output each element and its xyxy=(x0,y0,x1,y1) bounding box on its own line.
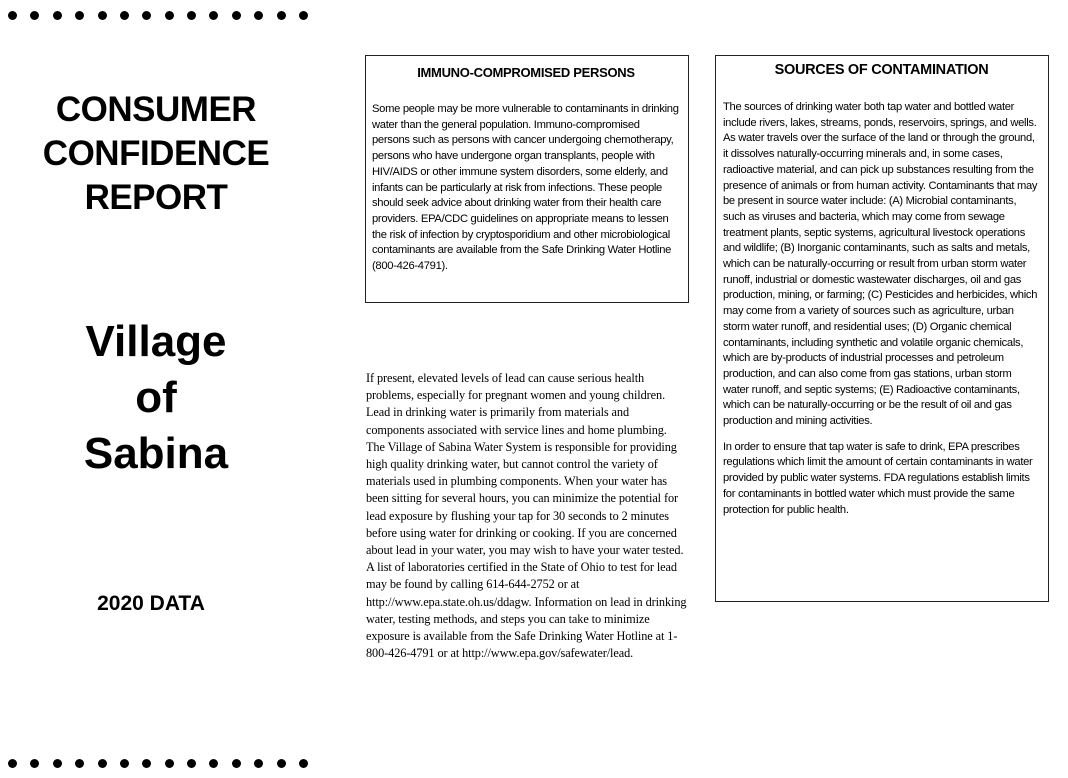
border-dot xyxy=(165,759,174,768)
border-dot xyxy=(209,759,218,768)
sources-paragraph: The sources of drinking water both tap water and bottled water include rivers, lakes, streams, ponds, reservoirs, springs, and wells. As water travels over the surface of the land or through the ground, it dissolves naturally-occurring minerals and, in some cases, radioactive material, and can pick up substances resulting from the presence of animals or from human activity. Contaminants that may be present in source water include: (A) Microbial contaminants, such as viruses and bacteria, which may come from sewage treatment plants, septic systems, agricultural livestock operations and wildlife; (B) Inorganic contaminants, such as salts and metals, which can be naturally-occurring or result from urban storm water runoff, industrial or domestic wastewater discharges, oil and gas production, mining, or farming; (C) Pesticides and herbicides, which may come from a variety of sources such as agriculture, urban storm water runoff, and residential uses; (D) Organic chemical contaminants, including synthetic and volatile organic chemicals, which are by-products of industrial processes and petroleum production, and can also come from gas stations, urban storm water runoff, and septic systems; (E) Radioactive contaminants, which can be naturally-occurring or be the result of oil and gas production and mining activities. xyxy=(723,101,1038,428)
title-line: CONSUMER xyxy=(55,90,257,129)
title-line: REPORT xyxy=(84,178,228,217)
village-line: of xyxy=(135,373,177,422)
village-line: Sabina xyxy=(83,429,229,478)
report-title xyxy=(0,88,312,220)
sources-paragraph: In order to ensure that tap water is safe to drink, EPA prescribes regulations which limit the amount of certain contaminants in water provided by public water systems. FDA regulations establish limits for contaminants in bottled water which must provide the same protection for public health. xyxy=(723,440,1033,516)
immuno-heading: IMMUNO-COMPROMISED PERSONS xyxy=(417,65,635,80)
border-dot xyxy=(120,759,129,768)
sources-heading: SOURCES OF CONTAMINATION xyxy=(774,62,989,78)
border-dot xyxy=(254,759,263,768)
data-year: 2020 DATA xyxy=(97,592,205,615)
village-line: Village xyxy=(85,317,227,366)
border-dot xyxy=(98,759,107,768)
immuno-body: Some people may be more vulnerable to contaminants in drinking water than the general population. Immuno-compromised persons such as persons with cancer undergoing chemotherapy, persons who have undergone organ transplants, people with HIV/AIDS or other immune system disorders, some elderly, and infants can be particularly at risk from infections. These people should seek advice about drinking water from their health care providers. EPA/CDC guidelines on appropriate means to lessen the risk of infection by cryptosporidium and other microbiological contaminants are available from the Safe Drinking Water Hotline (800-426-4791). xyxy=(372,103,679,273)
border-dot xyxy=(53,759,62,768)
village-name xyxy=(0,314,312,482)
border-dot xyxy=(75,759,84,768)
lead-paragraph: If present, elevated levels of lead can cause serious health problems, especially for pregnant women and young children. Lead in drinking water is primarily from materials and components associated with service lines and home plumbing. The Village of Sabina Water System is responsible for providing high quality drinking water, but cannot control the variety of materials used in plumbing components. When your water has been sitting for several hours, you can minimize the potential for lead exposure by flushing your tap for 30 seconds to 2 minutes before using water for drinking or cooking. If you are concerned about lead in your water, you may wish to have your water tested. A list of laboratories certified in the State of Ohio to test for lead may be found by calling 614-644-2752 or at http://www.epa.state.oh.us/ddagw. Information on lead in drinking water, testing methods, and steps you can take to minimize exposure is available from the Safe Drinking Water Hotline at 1-800-426-4791 or at http://www.epa.gov/safewater/lead. xyxy=(366,371,687,661)
border-dot xyxy=(299,759,308,768)
title-line: CONFIDENCE xyxy=(42,134,270,173)
immuno-compromised-box xyxy=(365,55,689,303)
border-dot xyxy=(142,759,151,768)
cover-panel xyxy=(0,0,312,778)
border-dot xyxy=(30,759,39,768)
sources-body xyxy=(723,100,1040,518)
sources-of-contamination-box xyxy=(715,55,1049,602)
bottom-dot-border xyxy=(8,759,308,768)
border-dot xyxy=(277,759,286,768)
border-dot xyxy=(187,759,196,768)
border-dot xyxy=(8,759,17,768)
border-dot xyxy=(232,759,241,768)
